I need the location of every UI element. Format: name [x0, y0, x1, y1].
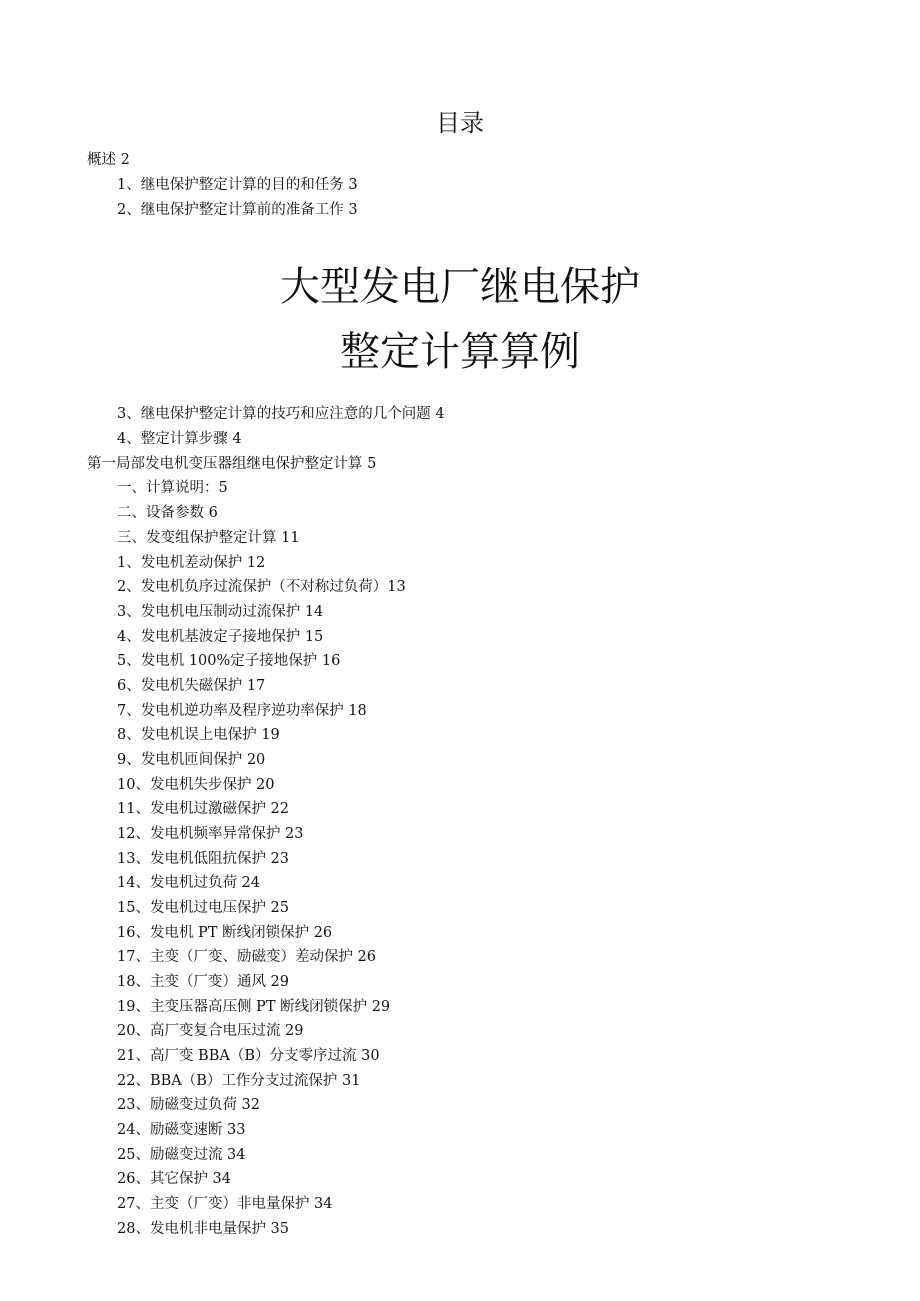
toc-entry-item-11: 11、发电机过激磁保护 22 [117, 801, 290, 817]
toc-entry-part1-2: 二、设备参数 6 [117, 505, 218, 521]
toc-entry-item-24: 24、励磁变速断 33 [117, 1122, 246, 1138]
toc-entry-item-4: 4、发电机基波定子接地保护 15 [117, 629, 324, 645]
toc-entry-item-9: 9、发电机匝间保护 20 [117, 752, 266, 768]
toc-entry-item-20: 20、高厂变复合电压过流 29 [117, 1023, 304, 1039]
toc-entry-item-26: 26、其它保护 34 [117, 1171, 232, 1187]
toc-entry-3: 3、继电保护整定计算的技巧和应注意的几个问题 4 [117, 406, 445, 422]
toc-entry-1: 1、继电保护整定计算的目的和任务 3 [117, 177, 358, 193]
toc-entry-item-10: 10、发电机失步保护 20 [117, 777, 275, 793]
toc-entry-part1: 第一局部发电机变压器组继电保护整定计算 5 [87, 456, 377, 472]
toc-entry-item-1: 1、发电机差动保护 12 [117, 555, 266, 571]
toc-entry-item-21: 21、高厂变 BBA（B）分支零序过流 30 [117, 1048, 380, 1064]
toc-entry-item-15: 15、发电机过电压保护 25 [117, 900, 290, 916]
toc-heading: 目录 [436, 109, 484, 137]
toc-entry-item-19: 19、主变压器高压侧 PT 断线闭锁保护 29 [117, 999, 391, 1015]
toc-entry-item-6: 6、发电机失磁保护 17 [117, 678, 266, 694]
toc-entry-item-17: 17、主变（厂变、励磁变）差动保护 26 [117, 949, 377, 965]
toc-entry-item-14: 14、发电机过负荷 24 [117, 875, 261, 891]
toc-entry-item-2: 2、发电机负序过流保护（不对称过负荷）13 [117, 579, 406, 595]
toc-entry-item-7: 7、发电机逆功率及程序逆功率保护 18 [117, 703, 367, 719]
toc-entry-item-23: 23、励磁变过负荷 32 [117, 1097, 261, 1113]
toc-entry-item-13: 13、发电机低阻抗保护 23 [117, 851, 290, 867]
toc-entry-item-16: 16、发电机 PT 断线闭锁保护 26 [117, 925, 333, 941]
toc-entry-item-28: 28、发电机非电量保护 35 [117, 1221, 290, 1237]
toc-entry-item-27: 27、主变（厂变）非电量保护 34 [117, 1196, 333, 1212]
toc-entry-part1-3: 三、发变组保护整定计算 11 [117, 530, 300, 546]
main-title-line2: 整定计算算例 [340, 329, 580, 375]
toc-entry-item-25: 25、励磁变过流 34 [117, 1147, 246, 1163]
toc-entry-item-8: 8、发电机误上电保护 19 [117, 727, 280, 743]
toc-entry-item-5: 5、发电机 100%定子接地保护 16 [117, 653, 341, 669]
toc-entry-overview: 概述 2 [87, 152, 130, 168]
toc-entry-item-18: 18、主变（厂变）通风 29 [117, 974, 290, 990]
toc-entry-item-12: 12、发电机频率异常保护 23 [117, 826, 304, 842]
toc-entry-item-22: 22、BBA（B）工作分支过流保护 31 [117, 1073, 361, 1089]
toc-entry-part1-1: 一、计算说明：5 [117, 480, 228, 496]
toc-entry-4: 4、整定计算步骤 4 [117, 431, 242, 447]
toc-entry-2: 2、继电保护整定计算前的准备工作 3 [117, 202, 358, 218]
main-title-line1: 大型发电厂继电保护 [280, 264, 640, 310]
toc-entry-item-3: 3、发电机电压制动过流保护 14 [117, 604, 324, 620]
